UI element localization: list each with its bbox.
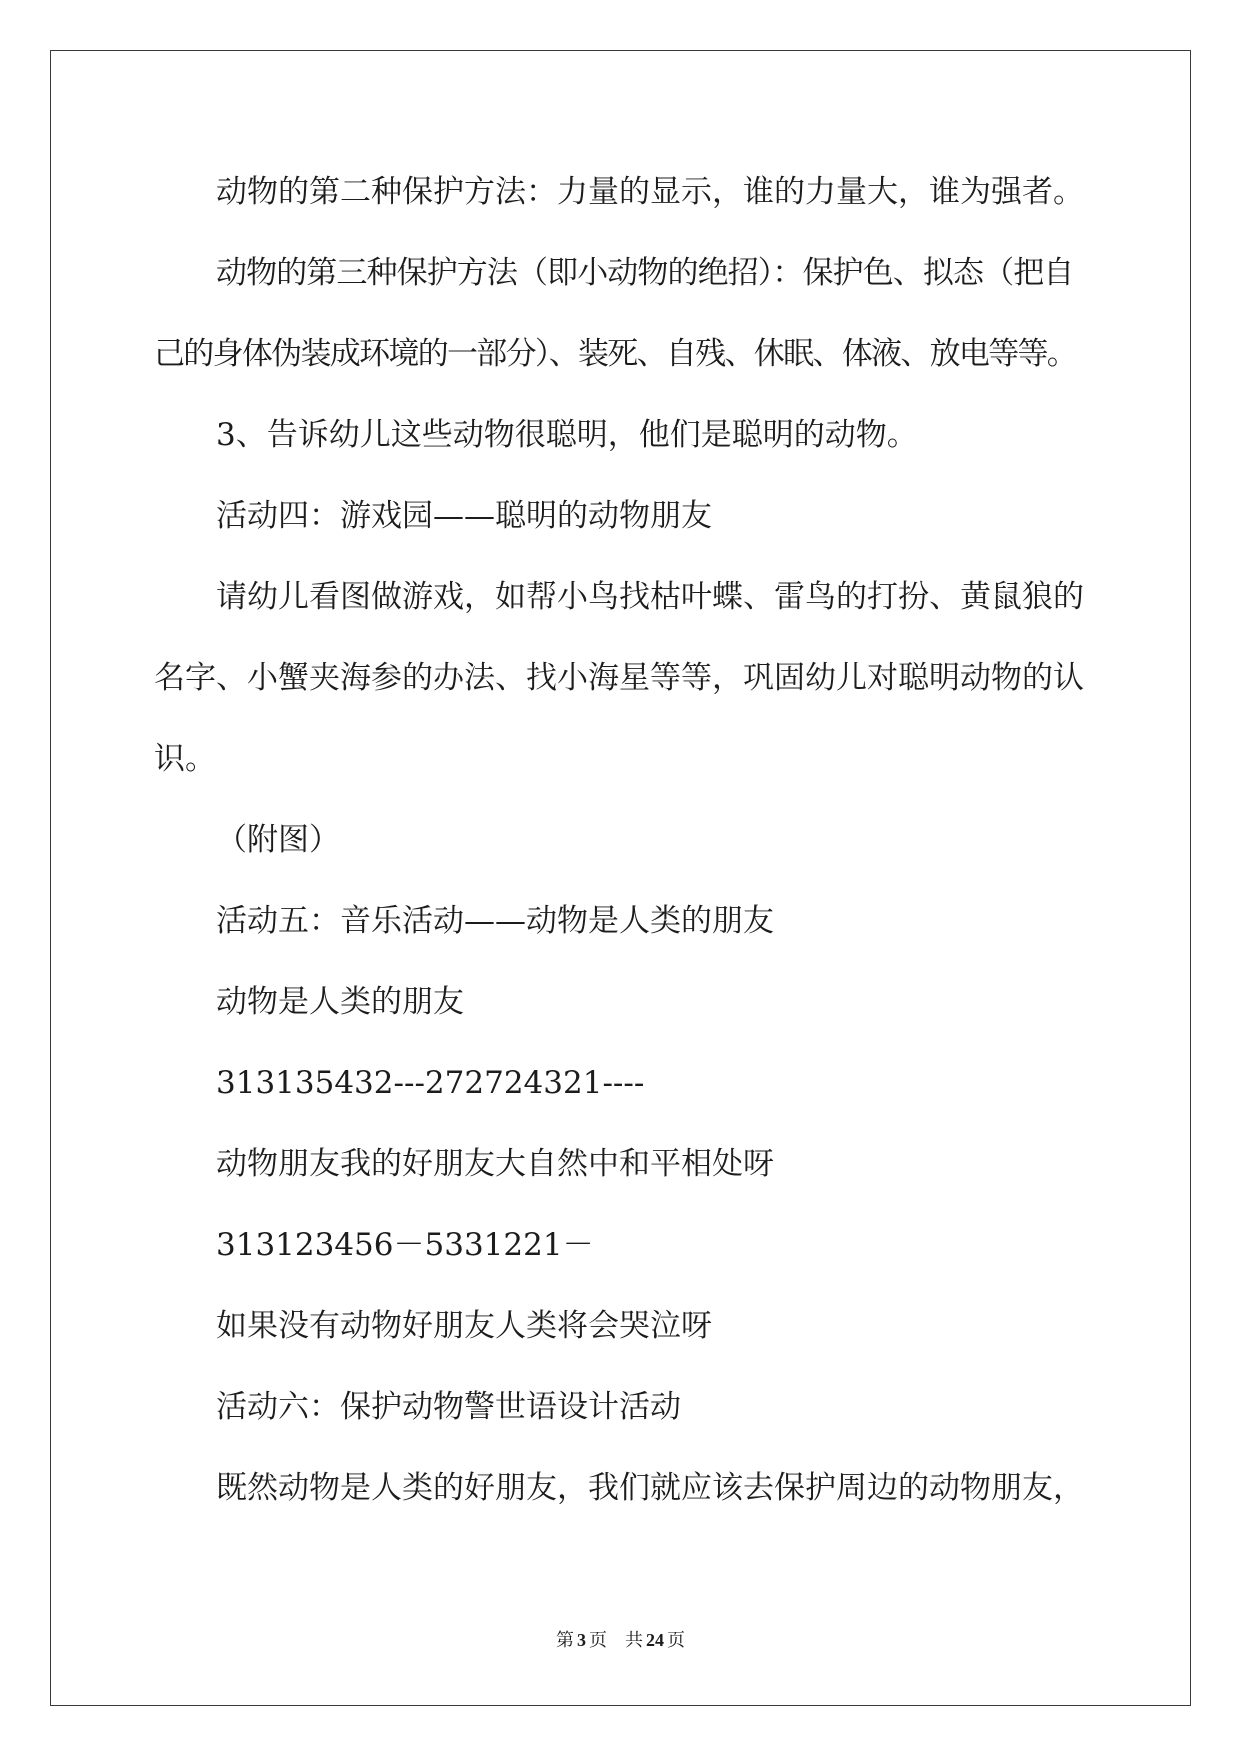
paragraph-line: 313123456－5331221－	[216, 1227, 594, 1263]
paragraph-line: 请幼儿看图做游戏，如帮小鸟找枯叶蝶、雷鸟的打扮、黄鼠狼的	[216, 579, 1084, 615]
page-footer	[0, 1627, 1241, 1653]
document-body	[154, 152, 1154, 1529]
song-lyrics	[154, 1124, 1154, 1205]
paragraph	[154, 152, 1154, 233]
paragraph-line: 313135432---272724321----	[216, 1065, 645, 1101]
paragraph-line: 识。	[154, 741, 216, 777]
song-title	[154, 962, 1154, 1043]
paragraph-line: 3、告诉幼儿这些动物很聪明，他们是聪明的动物。	[216, 417, 918, 453]
page-number: 3	[577, 1630, 586, 1650]
paragraph-line: 活动四：游戏园——聪明的动物朋友	[216, 498, 712, 534]
total-prefix: 共	[625, 1630, 643, 1650]
paragraph-line: 动物的第二种保护方法：力量的显示，谁的力量大，谁为强者。	[216, 174, 1084, 210]
song-lyrics	[154, 1286, 1154, 1367]
total-suffix: 页	[667, 1630, 685, 1650]
section-heading	[154, 881, 1154, 962]
total-pages: 24	[646, 1630, 664, 1650]
paragraph-line: 己的身体伪装成环境的一部分）、装死、自残、休眠、体液、放电等等。	[154, 336, 1077, 372]
song-notation	[154, 1043, 1154, 1124]
paragraph-line: 动物是人类的朋友	[216, 984, 464, 1020]
figure-note	[154, 800, 1154, 881]
paragraph-line: 既然动物是人类的好朋友，我们就应该去保护周边的动物朋友，	[216, 1470, 1084, 1506]
paragraph	[154, 557, 1154, 800]
page-suffix: 页	[589, 1630, 607, 1650]
paragraph-line: 如果没有动物好朋友人类将会哭泣呀	[216, 1308, 712, 1344]
song-notation	[154, 1205, 1154, 1286]
paragraph-line: （附图）	[216, 822, 340, 858]
paragraph-line: 名字、小蟹夹海参的办法、找小海星等等，巩固幼儿对聪明动物的认	[154, 660, 1084, 696]
page-prefix: 第	[556, 1630, 574, 1650]
paragraph	[154, 1448, 1154, 1529]
section-heading	[154, 1367, 1154, 1448]
paragraph-line: 活动六：保护动物警世语设计活动	[216, 1389, 681, 1425]
paragraph	[154, 233, 1154, 395]
paragraph	[154, 395, 1154, 476]
page-indicator	[556, 1630, 607, 1650]
section-heading	[154, 476, 1154, 557]
paragraph-line: 动物的第三种保护方法（即小动物的绝招）：保护色、拟态（把自	[216, 255, 1074, 291]
total-pages-indicator	[625, 1630, 685, 1650]
paragraph-line: 动物朋友我的好朋友大自然中和平相处呀	[216, 1146, 774, 1182]
paragraph-line: 活动五：音乐活动——动物是人类的朋友	[216, 903, 774, 939]
